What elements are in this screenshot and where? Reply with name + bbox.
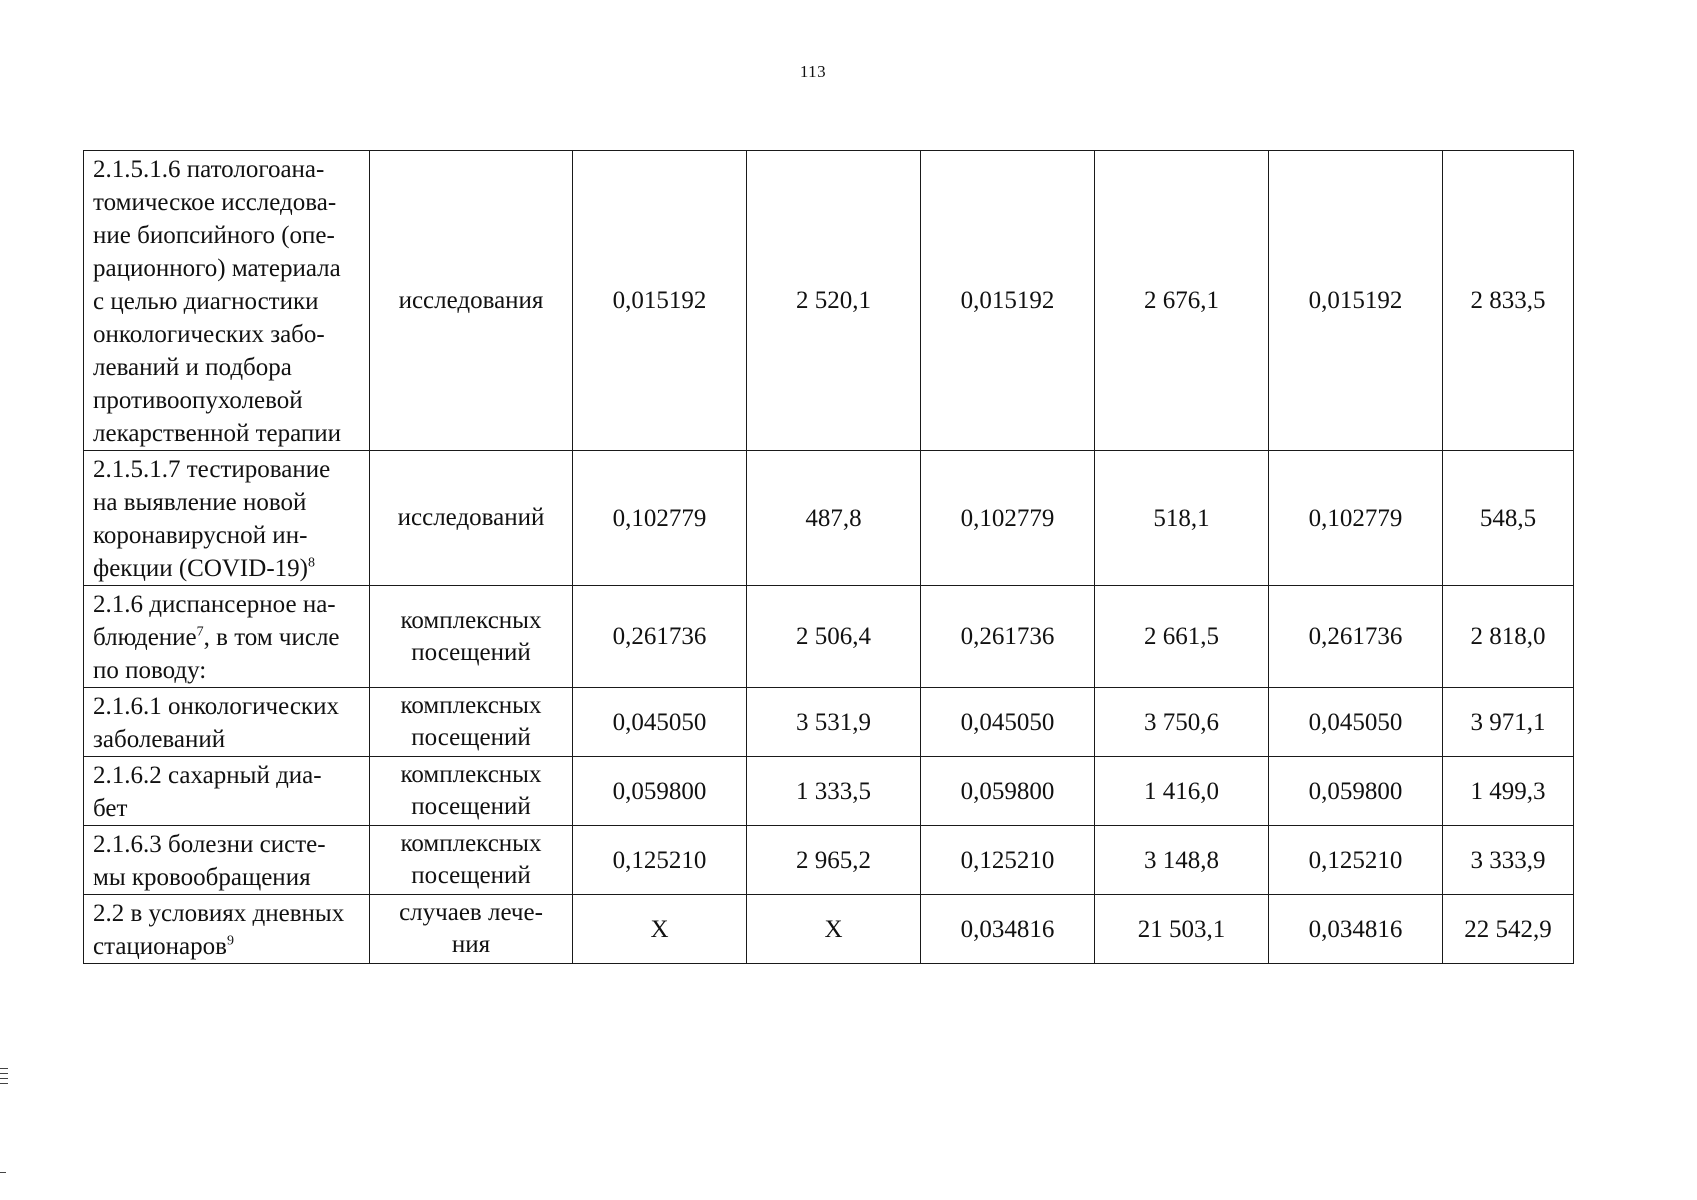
unit-line: комплексных — [400, 692, 542, 719]
unit-line: исследований — [397, 504, 545, 531]
value-cell: 0,045050 — [1269, 688, 1443, 757]
value-cell: 22 542,9 — [1443, 895, 1574, 964]
row-name-text: фекции (COVID-19) — [93, 555, 308, 582]
row-name-line — [93, 621, 363, 654]
unit-cell — [370, 688, 573, 757]
row-name-line: 2.1.6.1 онкологических — [93, 693, 339, 720]
value-cell: 3 333,9 — [1443, 826, 1574, 895]
value-cell: 0,034816 — [1269, 895, 1443, 964]
footnote-mark: 7 — [196, 624, 204, 640]
row-name-line: по поводу: — [93, 657, 207, 684]
value-cell: 3 531,9 — [747, 688, 921, 757]
scan-margin-dash — [0, 1172, 6, 1173]
row-name-cell — [84, 895, 370, 964]
row-name-line: рационного) материала — [93, 255, 341, 282]
value-cell: 2 520,1 — [747, 151, 921, 451]
table-row — [84, 688, 1574, 757]
margin-tick — [0, 1068, 8, 1069]
unit-cell — [370, 451, 573, 586]
footnote-mark: 9 — [226, 933, 234, 949]
value-cell: 0,059800 — [921, 757, 1095, 826]
scan-margin-marks — [0, 1068, 8, 1088]
value-cell: 0,045050 — [921, 688, 1095, 757]
value-cell: 548,5 — [1443, 451, 1574, 586]
row-name-line: 2.1.6 диспансерное на- — [93, 591, 336, 618]
row-name-cell — [84, 757, 370, 826]
unit-cell — [370, 151, 573, 451]
unit-line: ния — [451, 931, 491, 958]
value-cell: 1 499,3 — [1443, 757, 1574, 826]
value-cell: 0,015192 — [921, 151, 1095, 451]
row-name-line: онкологических забо- — [93, 321, 325, 348]
row-name-line: коронавирусной ин- — [93, 522, 308, 549]
unit-line: посещений — [411, 724, 531, 751]
value-cell: 0,059800 — [1269, 757, 1443, 826]
table-row — [84, 151, 1574, 451]
value-cell: 0,034816 — [921, 895, 1095, 964]
value-cell: 21 503,1 — [1095, 895, 1269, 964]
row-name-line: заболеваний — [93, 726, 226, 753]
row-name-cell — [84, 586, 370, 688]
value-cell: 0,125210 — [921, 826, 1095, 895]
row-name-cell — [84, 151, 370, 451]
value-cell: X — [573, 895, 747, 964]
row-name-line: 2.1.5.1.6 патологоана- — [93, 156, 325, 183]
unit-line: комплексных — [400, 830, 542, 857]
unit-cell — [370, 757, 573, 826]
unit-line: посещений — [411, 862, 531, 889]
value-cell: 2 506,4 — [747, 586, 921, 688]
margin-tick — [0, 1083, 8, 1084]
unit-cell — [370, 895, 573, 964]
value-cell: 0,102779 — [1269, 451, 1443, 586]
page-number: 113 — [799, 62, 827, 81]
row-name-text: стационаров — [93, 933, 227, 960]
row-name-line: лекарственной терапии — [93, 420, 342, 447]
row-name-line: 2.1.5.1.7 тестирование — [93, 456, 331, 483]
unit-line: исследования — [398, 286, 544, 314]
value-cell: 0,045050 — [573, 688, 747, 757]
unit-line: посещений — [411, 793, 531, 820]
row-name-line: на выявление новой — [93, 489, 307, 516]
row-name-cell — [84, 688, 370, 757]
row-name-line: мы кровообращения — [93, 864, 311, 891]
value-cell: 3 971,1 — [1443, 688, 1574, 757]
value-cell: 3 148,8 — [1095, 826, 1269, 895]
row-name-line: противоопухолевой — [93, 387, 303, 414]
norms-table — [83, 150, 1574, 964]
unit-line: комплексных — [400, 606, 542, 634]
row-name-line: ние биопсийного (опе- — [93, 222, 335, 249]
table-row — [84, 757, 1574, 826]
value-cell: 2 818,0 — [1443, 586, 1574, 688]
unit-line: случаев лече- — [399, 899, 543, 926]
margin-tick — [0, 1078, 8, 1079]
value-cell: 487,8 — [747, 451, 921, 586]
value-cell: 2 661,5 — [1095, 586, 1269, 688]
value-cell: 0,102779 — [921, 451, 1095, 586]
row-name-line: леваний и подбора — [93, 354, 292, 381]
unit-cell — [370, 586, 573, 688]
value-cell: 0,015192 — [573, 151, 747, 451]
value-cell: 0,015192 — [1269, 151, 1443, 451]
footnote-mark: 8 — [307, 555, 315, 571]
row-name-cell — [84, 826, 370, 895]
value-cell: 0,261736 — [921, 586, 1095, 688]
row-name-line — [93, 552, 363, 585]
value-cell: 3 750,6 — [1095, 688, 1269, 757]
unit-cell — [370, 826, 573, 895]
value-cell: 0,125210 — [1269, 826, 1443, 895]
table-row — [84, 826, 1574, 895]
value-cell: 0,125210 — [573, 826, 747, 895]
row-name-line — [93, 930, 363, 963]
margin-tick — [0, 1073, 8, 1074]
value-cell: 2 965,2 — [747, 826, 921, 895]
value-cell: X — [747, 895, 921, 964]
row-name-text: блюдение — [93, 624, 197, 651]
table-row — [84, 895, 1574, 964]
row-name-line: бет — [93, 795, 128, 822]
row-name-line: 2.2 в условиях дневных — [93, 900, 345, 927]
row-name-text: , в том числе — [203, 624, 340, 651]
table-row — [84, 451, 1574, 586]
row-name-line: с целью диагностики — [93, 288, 319, 315]
value-cell: 1 333,5 — [747, 757, 921, 826]
row-name-cell — [84, 451, 370, 586]
table-row — [84, 586, 1574, 688]
value-cell: 0,261736 — [573, 586, 747, 688]
row-name-line: томическое исследова- — [93, 189, 337, 216]
row-name-line: 2.1.6.2 сахарный диа- — [93, 762, 322, 789]
row-name-line: 2.1.6.3 болезни систе- — [93, 831, 326, 858]
value-cell: 2 833,5 — [1443, 151, 1574, 451]
value-cell: 0,059800 — [573, 757, 747, 826]
value-cell: 1 416,0 — [1095, 757, 1269, 826]
unit-line: посещений — [411, 638, 531, 666]
value-cell: 2 676,1 — [1095, 151, 1269, 451]
value-cell: 0,102779 — [573, 451, 747, 586]
value-cell: 0,261736 — [1269, 586, 1443, 688]
unit-line: комплексных — [400, 761, 542, 788]
value-cell: 518,1 — [1095, 451, 1269, 586]
